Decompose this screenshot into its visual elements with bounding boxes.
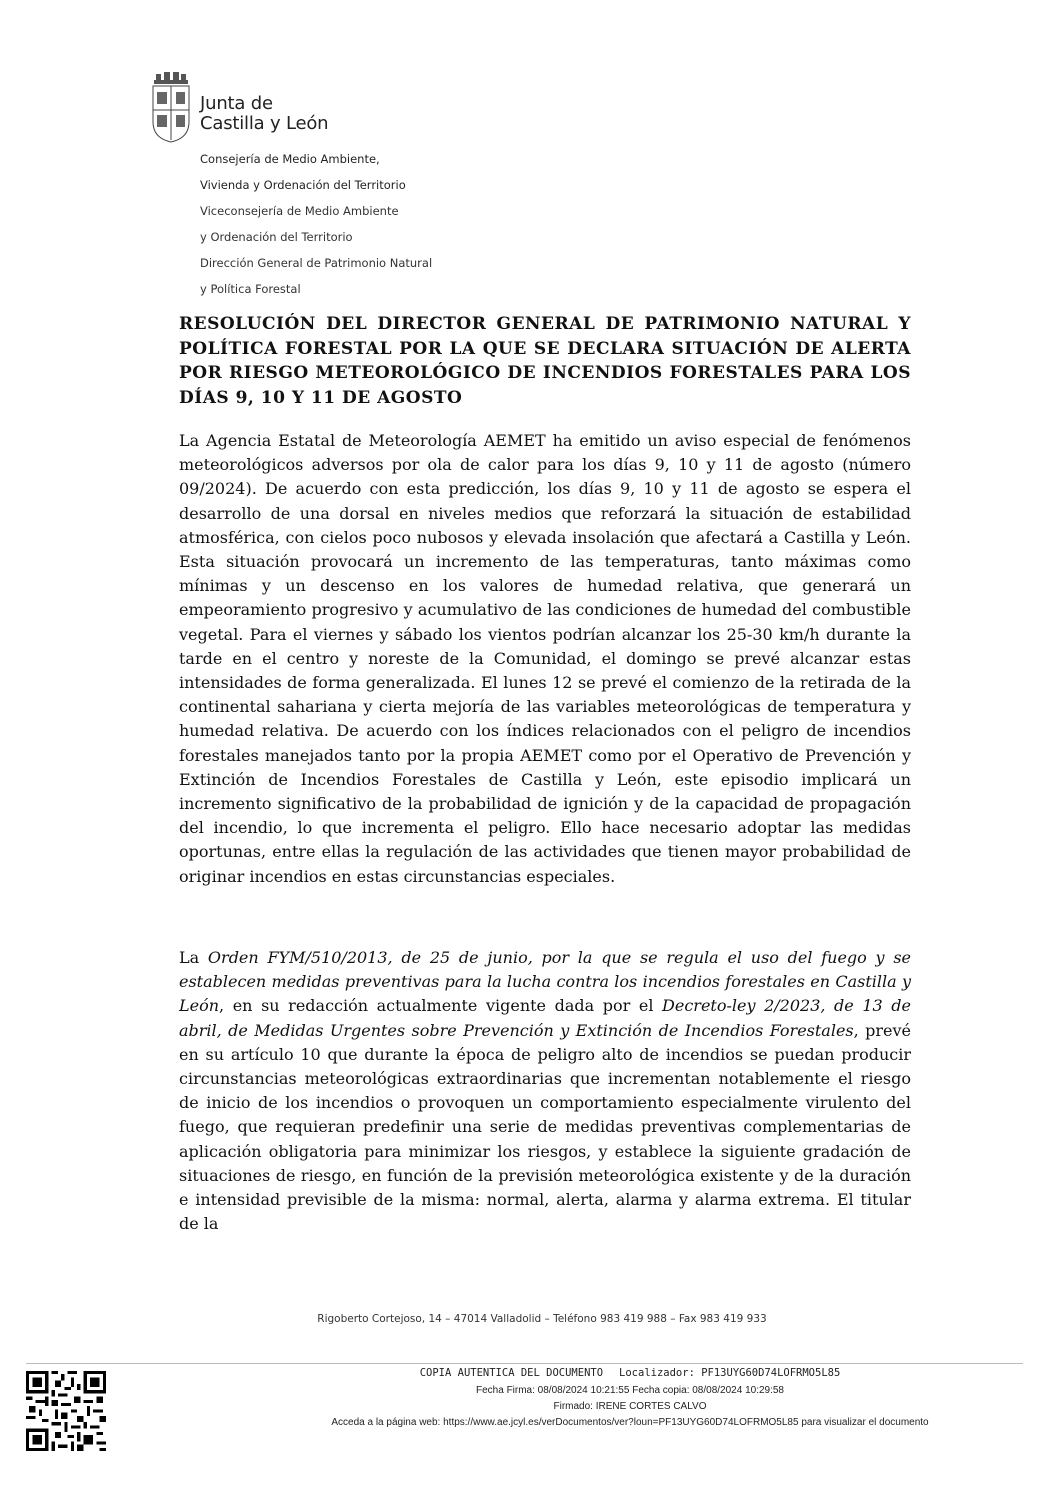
org-line-2: Castilla y León: [200, 113, 329, 134]
footer-address: Rigoberto Cortejoso, 14 – 47014 Valladolid – Teléfono 983 419 988 – Fax 983 419 933: [317, 1313, 767, 1325]
para2-text-3: , prevé en su artículo 10 que durante la época de peligro alto de incendios se puedan producir circunstancias meteorológicas extraordinarias que incrementan notablemente el riesgo de inicio de los incendios o provoquen un comportamiento especialmente virulento del fuego, que requieran predefinir una serie de medidas preventivas complementarias de aplicación obligatoria para minimizar los riesgos, y establece la siguiente gradación de situaciones de riesgo, en función de la previsión meteorológica existente y de la duración e intensidad previsible de la misma: normal, alerta, alarma y alarma extrema. El titular de la: [179, 1020, 912, 1234]
organization-name: [200, 94, 328, 134]
dept-line-6: y Política Forestal: [200, 282, 301, 296]
org-line-1: Junta de: [200, 93, 273, 114]
qr-code-icon: [26, 1371, 106, 1451]
signed-by: Firmado: IRENE CORTES CALVO: [553, 1401, 707, 1412]
copy-locator-line: [130, 1367, 1059, 1379]
dept-line-4: y Ordenación del Territorio: [200, 230, 353, 244]
para2-italic-1: Orden FYM/510/2013, de 25 de junio, por la que se regula el uso del fuego y se establecen medidas preventivas para la lucha contra los incendios forestales en Castilla y León: [179, 948, 912, 1016]
signature-dates: Fecha Firma: 08/08/2024 10:21:55 Fecha copia: 08/08/2024 10:29:58: [476, 1385, 784, 1396]
copy-label: COPIA AUTENTICA DEL DOCUMENTO: [419, 1367, 604, 1379]
dept-line-5: Dirección General de Patrimonio Natural: [200, 256, 433, 270]
dept-line-1: Consejería de Medio Ambiente,: [200, 152, 380, 166]
paragraph-2: [179, 946, 911, 1236]
document-title: RESOLUCIÓN DEL DIRECTOR GENERAL DE PATRIMONIO NATURAL Y POLÍTICA FORESTAL POR LA QUE SE DECLARA SITUACIÓN DE ALERTA POR RIESGO METEOROLÓGICO DE INCENDIOS FORESTALES PARA LOS DÍAS 9, 10 Y 11 DE AGOSTO: [179, 314, 911, 408]
para2-text-1: La: [179, 948, 208, 967]
dept-line-2: Vivienda y Ordenación del Territorio: [200, 178, 406, 192]
locator: Localizador: PF13UYG60D74LOFRMO5L85: [619, 1367, 841, 1379]
coat-of-arms-icon: [150, 72, 192, 144]
para2-text-2: , en su redacción actualmente vigente dada por el: [219, 996, 663, 1016]
header-logo: [150, 72, 470, 296]
footer-divider: [26, 1363, 1023, 1364]
access-url-line: Acceda a la página web: https://www.ae.jcyl.es/verDocumentos/ver?loun=PF13UYG60D74LOFRMO5L85 para visualizar el documento: [331, 1417, 929, 1428]
department-lines: [200, 140, 480, 309]
paragraph-1: La Agencia Estatal de Meteorología AEMET ha emitido un aviso especial de fenómenos meteorológicos adversos por ola de calor para los días 9, 10 y 11 de agosto (número 09/2024). De acuerdo con esta predicción, los días 9, 10 y 11 de agosto se espera el desarrollo de una dorsal en niveles medios que reforzará la situación de estabilidad atmosférica, con cielos poco nubosos y elevada insolación que afectará a Castilla y León. Esta situación provocará un incremento de las temperaturas, tanto máximas como mínimas y un descenso en los valores de humedad relativa, que generará un empeoramiento progresivo y acumulativo de las condiciones de humedad del combustible vegetal. Para el viernes y sábado los vientos podrían alcanzar los 25-30 km/h durante la tarde en el centro y noreste de la Comunidad, el domingo se prevé alcanzar estas intensidades de forma generalizada. El lunes 12 se prevé el comienzo de la retirada de la continental sahariana y cierta mejoría de las variables meteorológicas de temperatura y humedad relativa. De acuerdo con los índices relacionados con el peligro de incendios forestales manejados tanto por la propia AEMET como por el Operativo de Prevención y Extinción de Incendios Forestales de Castilla y León, este episodio implicará un incremento significativo de la probabilidad de ignición y de la capacidad de propagación del incendio, lo que incrementa el peligro. Ello hace necesario adoptar las medidas oportunas, entre ellas la regulación de las actividades que tienen mayor probabilidad de originar incendios en estas circunstancias especiales.: [179, 431, 911, 886]
para2-italic-2: Decreto-ley 2/2023, de 13 de abril, de Medidas Urgentes sobre Prevención y Extinción de Incendios Forestales: [179, 996, 911, 1040]
dept-line-3: Viceconsejería de Medio Ambiente: [200, 204, 399, 218]
